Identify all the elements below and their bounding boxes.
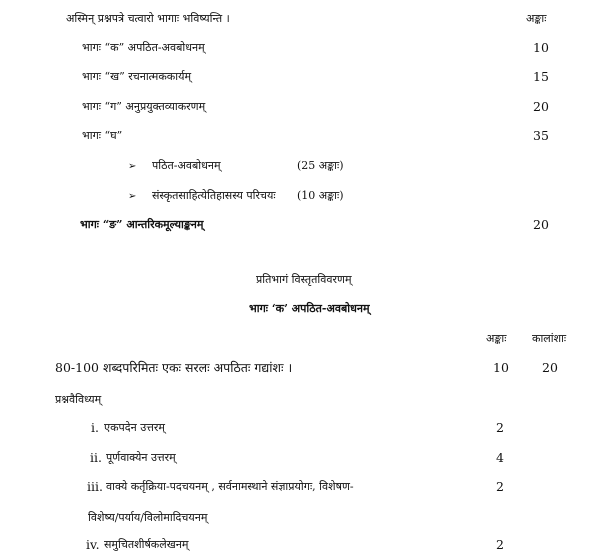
sub-part-marks-note: (10 अङ्काः) bbox=[297, 189, 344, 202]
sub-part-label: पठित-अवबोधनम् bbox=[152, 159, 221, 172]
part-ka-marks: 10 bbox=[533, 40, 549, 55]
sub-part-marks-note: (25 अङ्काः) bbox=[297, 159, 344, 172]
arrow-bullet-icon: ➢ bbox=[128, 161, 137, 172]
item-text: पूर्णवाक्येन उत्तरम् bbox=[106, 451, 176, 464]
item-number: iv. bbox=[86, 537, 100, 552]
question-types-heading: प्रश्नवैविध्यम् bbox=[55, 393, 102, 406]
item-number: i. bbox=[91, 420, 99, 435]
marks-heading: अङ्काः bbox=[526, 12, 547, 25]
part-ga-label: भागः “ग” अनुप्रयुक्तव्याकरणम् bbox=[82, 100, 206, 113]
passage-marks: 10 bbox=[493, 360, 509, 375]
sub-part-label: संस्कृतसाहित्येतिहासस्य परिचयः bbox=[152, 189, 276, 202]
part-gha-marks: 35 bbox=[533, 128, 549, 143]
passage-periods: 20 bbox=[542, 360, 558, 375]
item-text: समुचितशीर्षकलेखनम् bbox=[104, 538, 189, 551]
item-text-continuation: विशेष्य/पर्याय/विलोमादिचयनम् bbox=[88, 511, 208, 524]
details-heading: प्रतिभागं विस्तृतविवरणम् bbox=[256, 273, 352, 286]
item-marks: 2 bbox=[496, 479, 504, 494]
item-text: एकपदेन उत्तरम् bbox=[104, 421, 165, 434]
passage-label: 80-100 शब्दपरिमितः एकः सरलः अपठितः गद्यांशः । bbox=[55, 360, 293, 375]
part-nga-label: भागः “ङ” आन्तरिकमूल्याङ्कनम् bbox=[80, 218, 204, 231]
part-kha-marks: 15 bbox=[533, 69, 549, 84]
item-marks: 4 bbox=[496, 450, 504, 465]
item-marks: 2 bbox=[496, 420, 504, 435]
item-number: iii. bbox=[87, 479, 103, 494]
part-ga-marks: 20 bbox=[533, 99, 549, 114]
details-subheading: भागः ‘क’ अपठित-अवबोधनम् bbox=[249, 302, 370, 315]
part-kha-label: भागः “ख” रचनात्मककार्यम् bbox=[82, 70, 192, 83]
part-ka-label: भागः “क” अपठित-अवबोधनम् bbox=[82, 41, 205, 54]
item-marks: 2 bbox=[496, 537, 504, 552]
col-periods-heading: कालांशाः bbox=[532, 332, 567, 345]
part-nga-marks: 20 bbox=[533, 217, 549, 232]
item-number: ii. bbox=[90, 450, 102, 465]
part-gha-label: भागः “घ” bbox=[82, 129, 123, 142]
item-text: वाक्ये कर्तृक्रिया-पदचयनम् , सर्वनामस्थाने संज्ञाप्रयोगः, विशेषण- bbox=[106, 480, 354, 493]
arrow-bullet-icon: ➢ bbox=[128, 191, 137, 202]
intro-text: अस्मिन् प्रश्नपत्रे चत्वारो भागाः भविष्यन्ति । bbox=[66, 12, 230, 25]
col-marks-heading: अङ्काः bbox=[486, 332, 507, 345]
